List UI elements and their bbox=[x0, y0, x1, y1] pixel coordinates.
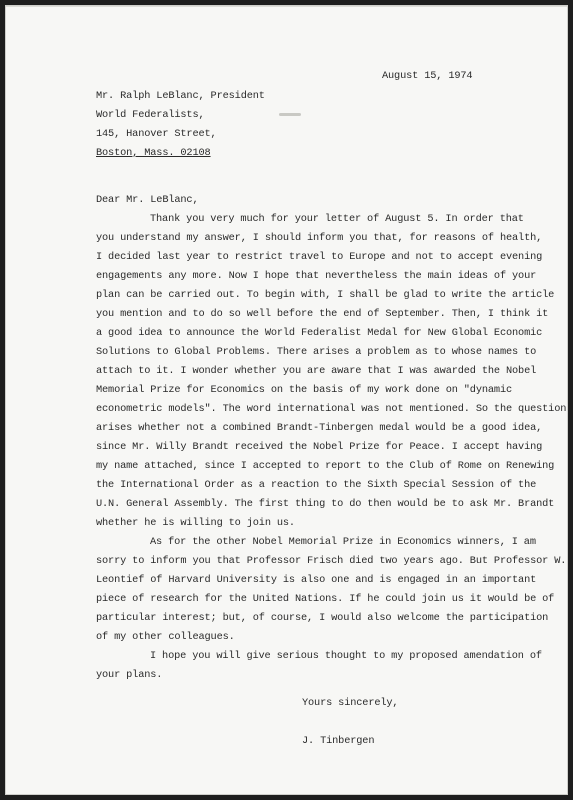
paragraph-line: engagements any more. Now I hope that nevertheless the main ideas of your bbox=[96, 270, 537, 282]
paragraph-line: I hope you will give serious thought to my proposed amendation of bbox=[150, 650, 542, 662]
complimentary-close: Yours sincerely, bbox=[302, 697, 399, 709]
scan-edge bbox=[6, 6, 567, 7]
paragraph-line: since Mr. Willy Brandt received the Nobel Prize for Peace. I accept having bbox=[96, 441, 543, 453]
recipient-name: Mr. Ralph LeBlanc, President bbox=[96, 90, 265, 102]
paragraph-line: attach to it. I wonder whether you are aware that I was awarded the Nobel bbox=[96, 365, 537, 377]
paragraph-line: the International Order as a reaction to the Sixth Special Session of the bbox=[96, 479, 537, 491]
paragraph-line: you understand my answer, I should inform you that, for reasons of health, bbox=[96, 232, 543, 244]
paragraph-line: econometric models". The word international was not mentioned. So the question bbox=[96, 403, 567, 415]
paragraph-line: I decided last year to restrict travel to Europe and not to accept evening bbox=[96, 251, 543, 263]
paragraph-line: arises whether not a combined Brandt-Tinbergen medal would be a good idea, bbox=[96, 422, 543, 434]
recipient-organization: World Federalists, bbox=[96, 109, 205, 121]
paragraph-line: you mention and to do so well before the end of September. Then, I think it bbox=[96, 308, 549, 320]
letter-date: August 15, 1974 bbox=[382, 70, 473, 82]
paragraph-line: particular interest; but, of course, I would also welcome the participation bbox=[96, 612, 549, 624]
recipient-city: Boston, Mass. 02108 bbox=[96, 147, 211, 159]
paragraph-line: a good idea to announce the World Federalist Medal for New Global Economic bbox=[96, 327, 543, 339]
paragraph-line: Solutions to Global Problems. There arises a problem as to whose names to bbox=[96, 346, 537, 358]
paragraph-line: Memorial Prize for Economics on the basis of my work done on "dynamic bbox=[96, 384, 513, 396]
paragraph-line: sorry to inform you that Professor Frisch died two years ago. But Professor W. bbox=[96, 555, 567, 567]
recipient-street: 145, Hanover Street, bbox=[96, 128, 217, 140]
salutation: Dear Mr. LeBlanc, bbox=[96, 194, 199, 206]
paragraph-line: plan can be carried out. To begin with, I shall be glad to write the article bbox=[96, 289, 555, 301]
paragraph-line: Leontief of Harvard University is also one and is engaged in an important bbox=[96, 574, 537, 586]
letter-page bbox=[5, 5, 568, 795]
paragraph-line: whether he is willing to join us. bbox=[96, 517, 295, 529]
paper-smudge bbox=[279, 113, 301, 116]
paragraph-line: As for the other Nobel Memorial Prize in Economics winners, I am bbox=[150, 536, 536, 548]
signature-name: J. Tinbergen bbox=[302, 735, 375, 747]
paragraph-line: U.N. General Assembly. The first thing to do then would be to ask Mr. Brandt bbox=[96, 498, 555, 510]
paragraph-line: my name attached, since I accepted to report to the Club of Rome on Renewing bbox=[96, 460, 555, 472]
paragraph-line: your plans. bbox=[96, 669, 163, 681]
paragraph-line: of my other colleagues. bbox=[96, 631, 235, 643]
paragraph-line: Thank you very much for your letter of August 5. In order that bbox=[150, 213, 524, 225]
paragraph-line: piece of research for the United Nations. If he could join us it would be of bbox=[96, 593, 555, 605]
